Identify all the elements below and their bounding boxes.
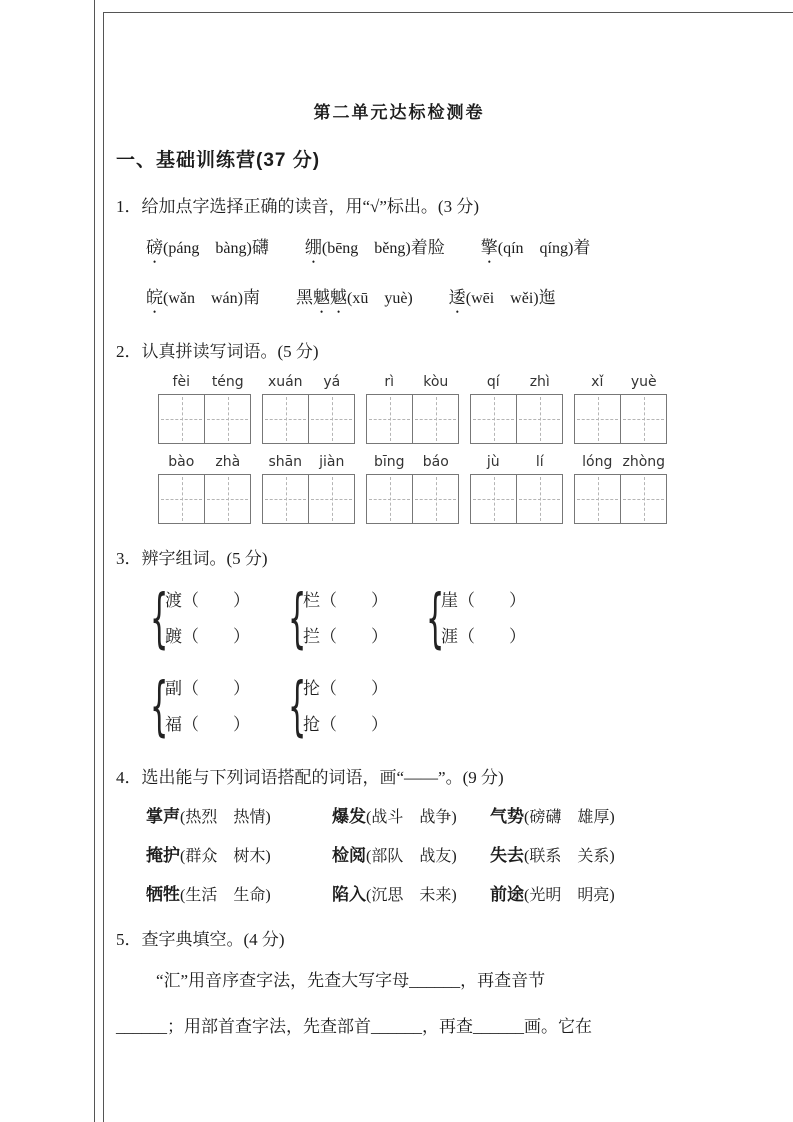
collocation-word: 失去 [490, 846, 524, 865]
writing-grid [574, 394, 667, 444]
collocation-choices: (部队 战友) [366, 848, 457, 865]
writing-grid [158, 474, 251, 524]
pinyin-syllable: shān [268, 454, 303, 470]
writing-cell [575, 395, 620, 443]
q1-item [305, 233, 445, 267]
question-1-label: 1．给加点字选择正确的读音，用“√”标出。(3 分) [116, 197, 479, 216]
q1-dotted-char: 魆魆 [312, 288, 347, 307]
collocation-choices: (战斗 战争) [366, 809, 457, 826]
collocation-item [332, 802, 490, 827]
writing-cell [159, 395, 204, 443]
pinyin-write-group [366, 374, 459, 444]
collocation-word: 陷入 [332, 885, 366, 904]
writing-grid [366, 474, 459, 524]
q4-row-1 [116, 802, 682, 827]
writing-cell [308, 475, 354, 523]
q1-options-row-2 [116, 283, 682, 317]
pinyin-syllable: jù [486, 454, 500, 470]
collocation-item [146, 880, 332, 905]
q1-dotted-char: 擎 [480, 238, 498, 257]
q1-pinyin-choices: (wǎn wán) [163, 290, 243, 307]
pinyin-syllable: qí [486, 374, 500, 390]
q1-pinyin-choices: (qín qíng) [497, 240, 574, 257]
writing-cell [471, 475, 516, 523]
brace-icon: { [288, 582, 307, 656]
collocation-item [490, 802, 682, 827]
q3-pair-row-2 [116, 671, 682, 743]
char-pair [426, 583, 564, 655]
pair-word-blank: 崖（ ） [441, 591, 526, 610]
writing-cell [412, 475, 458, 523]
pinyin-syllable: kòu [423, 374, 449, 390]
q1-dotted-char: 皖 [146, 288, 163, 307]
collocation-word: 爆发 [332, 807, 366, 826]
pinyin-syllable: bīng [373, 454, 405, 470]
q1-item [296, 283, 413, 317]
writing-cell [367, 475, 412, 523]
writing-grid [262, 474, 355, 524]
collocation-item [490, 841, 682, 866]
writing-cell [308, 395, 354, 443]
pinyin-write-group [262, 374, 355, 444]
paper-title: 第二单元达标检测卷 [313, 103, 485, 122]
pinyin-syllable: zhòng [622, 454, 666, 470]
pair-word-blank: 踱（ ） [165, 627, 250, 646]
q1-rest-text: 礴 [251, 238, 269, 257]
char-pair [288, 671, 426, 743]
question-2-label: 2．认真拼读写词语。(5 分) [116, 342, 319, 361]
pinyin-write-group [158, 454, 251, 524]
writing-cell [516, 395, 562, 443]
pair-word-blank: 拦（ ） [303, 627, 388, 646]
brace-icon: { [288, 670, 307, 744]
pinyin-syllable: zhì [529, 374, 550, 390]
q1-dotted-char: 逶 [448, 288, 466, 307]
pinyin-write-group [574, 454, 667, 524]
collocation-item [332, 880, 490, 905]
writing-grid [158, 394, 251, 444]
pair-word-blank: 涯（ ） [441, 627, 526, 646]
collocation-choices: (联系 关系) [524, 848, 615, 865]
pair-word-blank: 抢（ ） [303, 715, 388, 734]
collocation-word: 气势 [490, 807, 524, 826]
writing-grid [366, 394, 459, 444]
writing-cell [620, 475, 666, 523]
q1-rest-text: 南 [242, 288, 260, 307]
q3-pair-row-1 [116, 583, 682, 655]
collocation-item [146, 802, 332, 827]
collocation-choices: (磅礴 雄厚) [524, 809, 615, 826]
pinyin-syllable: yuè [630, 374, 657, 390]
pinyin-syllable: rì [384, 374, 395, 390]
pinyin-syllable: bào [168, 454, 195, 470]
pair-word-blank: 栏（ ） [303, 591, 388, 610]
char-pair [150, 671, 288, 743]
writing-grid [470, 474, 563, 524]
collocation-choices: (光明 明亮) [524, 887, 615, 904]
q1-dotted-char: 磅 [146, 238, 163, 257]
collocation-word: 掩护 [146, 846, 180, 865]
pinyin-write-group [470, 374, 563, 444]
pair-word-blank: 渡（ ） [165, 591, 250, 610]
q1-rest-text: 着 [573, 238, 591, 257]
collocation-word: 掌声 [146, 807, 180, 826]
q4-row-2 [116, 841, 682, 866]
q1-item [146, 283, 260, 317]
q1-pinyin-choices: (xū yuè) [346, 290, 413, 307]
paper-content [116, 0, 682, 1050]
q2-grid-row-2 [116, 454, 682, 524]
q1-pinyin-choices: (wēi wěi) [465, 290, 539, 307]
collocation-choices: (群众 树木) [180, 848, 271, 865]
question-3-label: 3．辨字组词。(5 分) [116, 549, 268, 568]
brace-icon: { [150, 670, 169, 744]
char-pair [288, 583, 426, 655]
q4-row-3 [116, 880, 682, 905]
pinyin-syllable: zhà [215, 454, 241, 470]
pinyin-write-group [574, 374, 667, 444]
q2-grid-row-1 [116, 374, 682, 444]
collocation-word: 牺牲 [146, 885, 180, 904]
writing-cell [412, 395, 458, 443]
q1-pre-text: 黑 [295, 288, 313, 307]
writing-grid [574, 474, 667, 524]
pinyin-syllable: xǐ [591, 374, 604, 390]
brace-icon: { [150, 582, 169, 656]
page-border-left-line [94, 0, 95, 1122]
pinyin-write-group [262, 454, 355, 524]
collocation-word: 检阅 [332, 846, 366, 865]
writing-grid [470, 394, 563, 444]
pinyin-syllable: báo [422, 454, 449, 470]
collocation-item [332, 841, 490, 866]
q1-options-row-1 [116, 233, 682, 267]
q1-item [146, 233, 269, 267]
writing-cell [367, 395, 412, 443]
collocation-item [146, 841, 332, 866]
pair-word-blank: 抡（ ） [303, 679, 388, 698]
question-5-label: 5．查字典填空。(4 分) [116, 930, 285, 949]
writing-cell [471, 395, 516, 443]
writing-cell [204, 475, 250, 523]
q5-line-1: “汇”用音序查字法，先查大写字母______，再查音节 [156, 971, 546, 990]
pinyin-write-group [470, 454, 563, 524]
q5-line-2: ______；用部首查字法，先查部首______，再查______画。它在 [116, 1017, 592, 1036]
pair-word-blank: 副（ ） [165, 679, 250, 698]
writing-cell [263, 395, 308, 443]
pinyin-syllable: téng [211, 374, 244, 390]
pinyin-syllable: jiàn [319, 454, 345, 470]
pinyin-write-group [158, 374, 251, 444]
writing-cell [575, 475, 620, 523]
writing-cell [263, 475, 308, 523]
q1-rest-text: 着脸 [410, 238, 445, 257]
pinyin-syllable: yá [323, 374, 341, 390]
writing-cell [516, 475, 562, 523]
collocation-word: 前途 [490, 885, 524, 904]
pinyin-syllable: lóng [582, 454, 613, 470]
pinyin-syllable: fèi [172, 374, 190, 390]
pinyin-syllable: lí [535, 454, 544, 470]
q1-pinyin-choices: (bēng běng) [321, 240, 411, 257]
pair-word-blank: 福（ ） [165, 715, 250, 734]
writing-grid [262, 394, 355, 444]
char-pair [150, 583, 288, 655]
q5-paragraph [116, 958, 682, 1050]
q1-item [481, 233, 591, 267]
collocation-item [490, 880, 682, 905]
writing-cell [204, 395, 250, 443]
section-1-heading: 一、基础训练营(37 分) [116, 150, 321, 171]
collocation-choices: (热烈 热情) [180, 809, 271, 826]
q1-pinyin-choices: (páng bàng) [163, 240, 252, 257]
q1-dotted-char: 绷 [304, 238, 322, 257]
q1-item [449, 283, 556, 317]
question-4-label: 4．选出能与下列词语搭配的词语，画“——”。(9 分) [116, 768, 504, 787]
collocation-choices: (生活 生命) [180, 887, 271, 904]
q1-rest-text: 迤 [538, 288, 556, 307]
brace-icon: { [426, 582, 445, 656]
pinyin-syllable: xuán [267, 374, 303, 390]
collocation-choices: (沉思 未来) [366, 887, 457, 904]
pinyin-write-group [366, 454, 459, 524]
writing-cell [620, 395, 666, 443]
writing-cell [159, 475, 204, 523]
page-border-inner-line [103, 12, 104, 1122]
